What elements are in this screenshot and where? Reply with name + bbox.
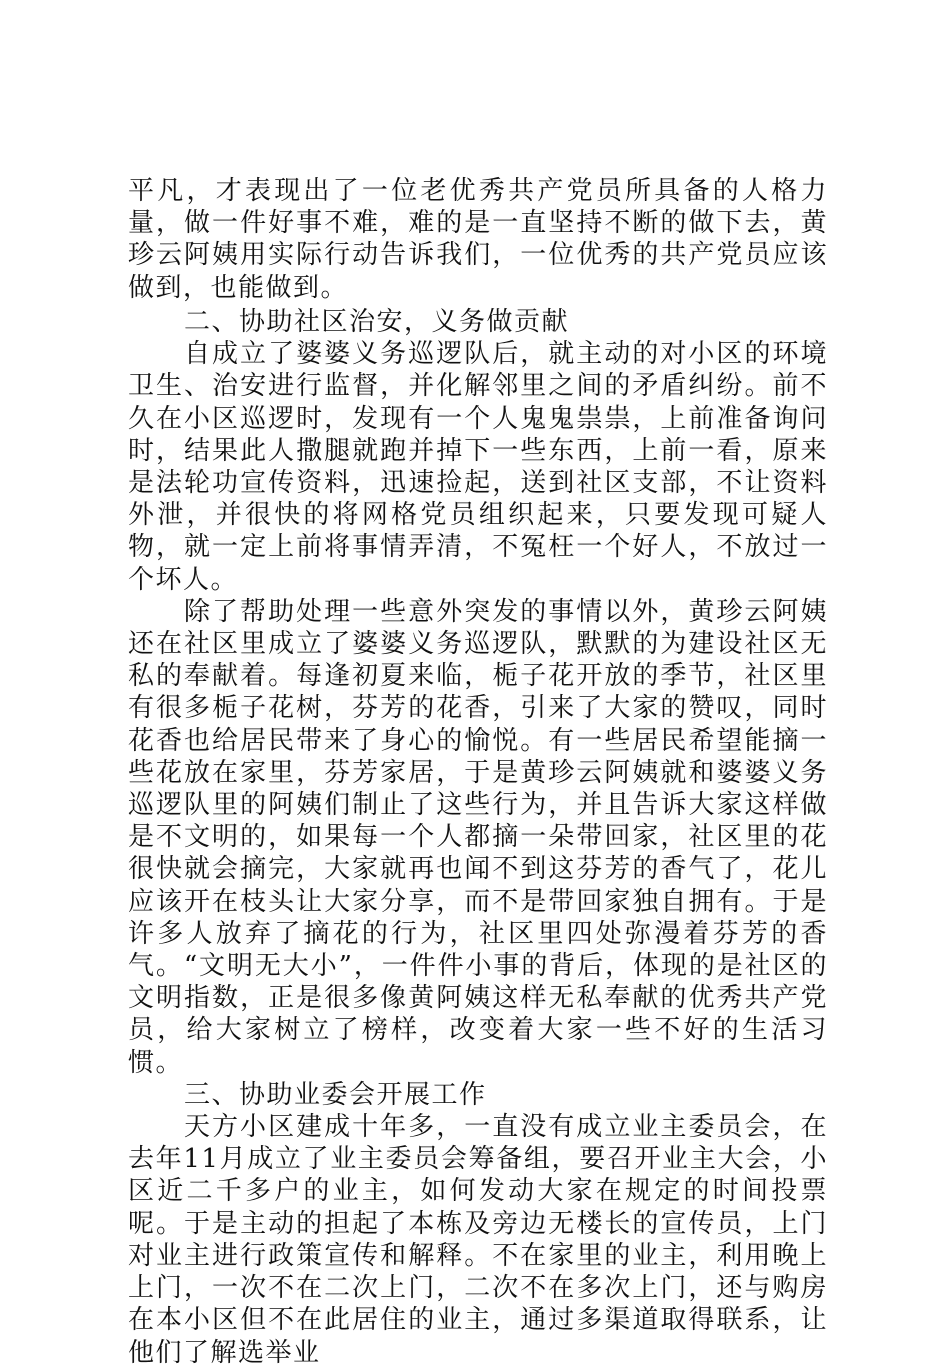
paragraph-gardenia: 除了帮助处理一些意外突发的事情以外，黄珍云阿姨还在社区里成立了婆婆义务巡逻队，默默的为建设社区无私的奉献着。每逢初夏来临，栀子花开放的季节，社区里有很多栀子花树，芬芳的花香，引来了大家的赞叹，同时花香也给居民带来了身心的愉悦。有一些居民希望能摘一些花放在家里，芬芳家居，于是黄珍云阿姨就和婆婆义务巡逻队里的阿姨们制止了这些行为，并且告诉大家这样做是不文明的，如果每一个人都摘一朵带回家，社区里的花很快就会摘完，大家就再也闻不到这芬芳的香气了，花儿应该开在枝头让大家分享，而不是带回家独自拥有。于是许多人放弃了摘花的行为，社区里四处弥漫着芬芳的香气。“文明无大小”，一件件小事的背后，体现的是社区的文明指数，正是很多像黄阿姨这样无私奉献的优秀共产党员，给大家树立了榜样，改变着大家一些不好的生活习惯。: [128, 596, 828, 1078]
paragraph-continued: 平凡，才表现出了一位老优秀共产党员所具备的人格力量，做一件好事不难，难的是一直坚持不断的做下去，黄珍云阿姨用实际行动告诉我们，一位优秀的共产党员应该做到，也能做到。: [128, 176, 828, 303]
section-heading-security: 二、协助社区治安，义务做贡献: [184, 307, 570, 337]
opening-text-block: [128, 175, 828, 304]
paragraph-patrol: 自成立了婆婆义务巡逻队后，就主动的对小区的环境卫生、治安进行监督，并化解邻里之间的矛盾纠纷。前不久在小区巡逻时，发现有一个人鬼鬼祟祟，上前准备询问时，结果此人撒腿就跑并掉下一些东西，上前一看，原来是法轮功宣传资料，迅速捡起，送到社区支部，不让资料外泄，并很快的将网格党员组织起来，只要发现可疑人物，就一定上前将事情弄清，不冤枉一个好人，不放过一个坏人。: [128, 339, 828, 595]
paragraph-committee: 天方小区建成十年多，一直没有成立业主委员会，在去年11月成立了业主委员会筹备组，要召开业主大会，小区近二千多户的业主，如何发动大家在规定的时间投票呢。于是主动的担起了本栋及旁边无楼长的宣传员，上门对业主进行政策宣传和解释。不在家里的业主，利用晚上上门，一次不在二次上门，二次不在多次上门，还与购房在本小区但不在此居住的业主，通过多渠道取得联系，让他们了解选举业: [128, 1112, 828, 1368]
main-text-block: [128, 306, 828, 1369]
section-heading-committee: 三、协助业委会开展工作: [184, 1079, 487, 1110]
